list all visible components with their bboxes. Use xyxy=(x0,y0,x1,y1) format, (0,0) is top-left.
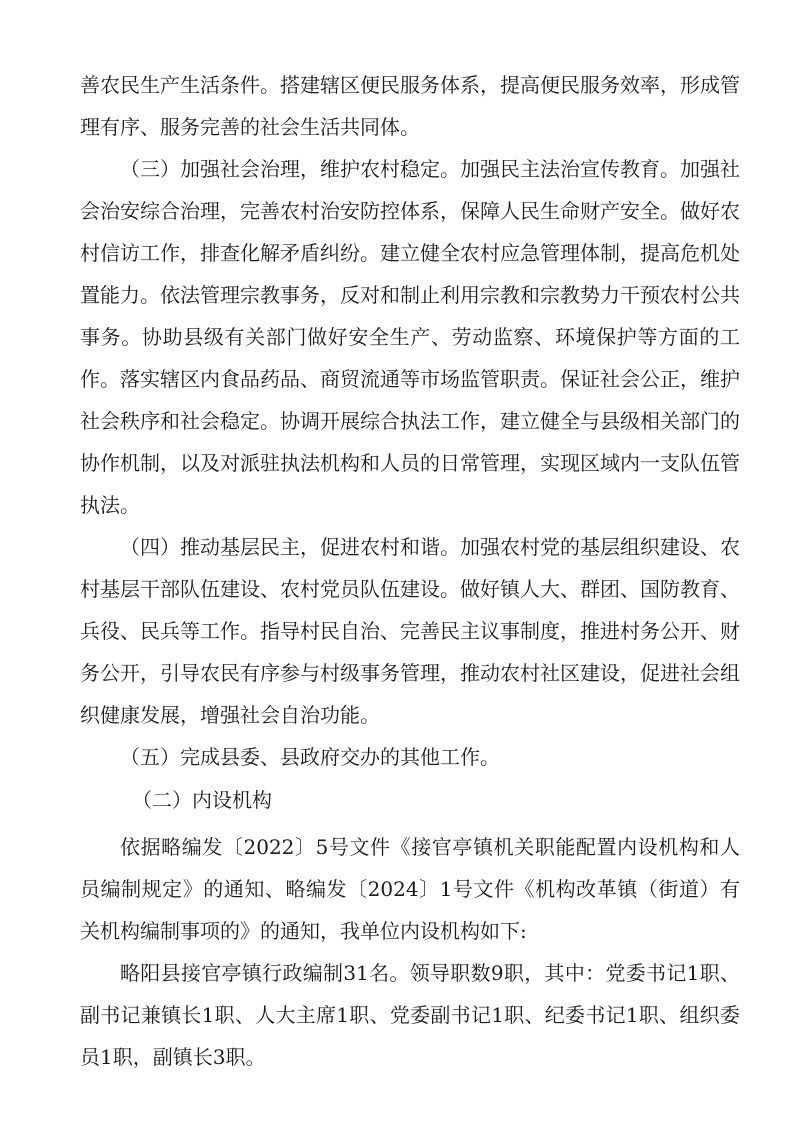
section-heading: （二）内设机构 xyxy=(132,788,272,812)
paragraph-basis: 依据略编发〔2022〕5号文件《接官亭镇机关职能配置内设机构和人员编制规定》的通知、略编发〔2024〕1号文件《机构改革镇（街道）有关机构编制事项的》的通知，我单位内设机构如下: xyxy=(80,835,740,943)
paragraph-living-conditions: 善农民生产生活条件。搭建辖区便民服务体系，提高便民服务效率，形成管理有序、服务完善的社会生活共同体。 xyxy=(80,73,740,139)
document-body xyxy=(80,64,740,1078)
paragraph-other-tasks: （五）完成县委、县政府交办的其他工作。 xyxy=(120,745,500,769)
paragraph-grassroots-democracy: （四）推动基层民主，促进农村和谐。加强农村党的基层组织建设、农村基层干部队伍建设、农村党员队伍建设。做好镇人大、群团、国防教育、兵役、民兵等工作。指导村民自治、完善民主议事制度，推进村务公开、财务公开，引导农民有序参与村级事务管理，推动农村社区建设，促进社会组织健康发展，增强社会自治功能。 xyxy=(80,535,740,727)
paragraph-staffing: 略阳县接官亭镇行政编制31名。领导职数9职，其中：党委书记1职、副书记兼镇长1职、人大主席1职、党委副书记1职、纪委书记1职、组织委员1职，副镇长3职。 xyxy=(80,961,740,1069)
paragraph-social-governance: （三）加强社会治理，维护农村稳定。加强民主法治宣传教育。加强社会治安综合治理，完善农村治安防控体系，保障人民生命财产安全。做好农村信访工作，排查化解矛盾纠纷。建立健全农村应急管理体制，提高危机处置能力。依法管理宗教事务，反对和制止利用宗教和宗教势力干预农村公共事务。协助县级有关部门做好安全生产、劳动监察、环境保护等方面的工作。落实辖区内食品药品、商贸流通等市场监管职责。保证社会公正，维护社会秩序和社会稳定。协调开展综合执法工作，建立健全与县级相关部门的协作机制，以及对派驻执法机构和人员的日常管理，实现区域内一支队伍管执法。 xyxy=(80,157,740,517)
